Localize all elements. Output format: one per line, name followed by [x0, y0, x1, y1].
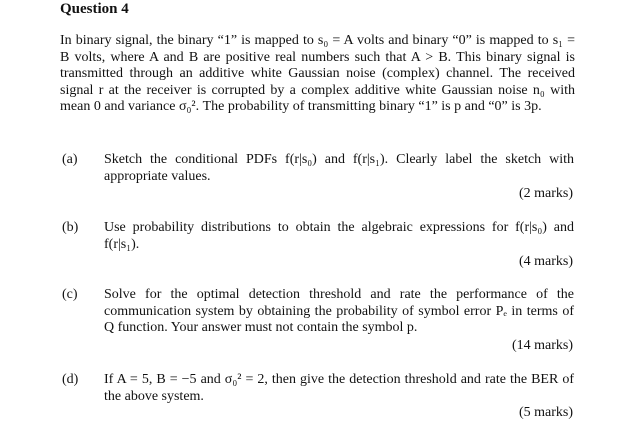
part-c-marks: (14 marks)	[511, 338, 573, 353]
question-intro: In binary signal, the binary “1” is mapped to s₀ = A volts and binary “0” is mapped to s₁ = B volts, where A and B are positive real numbers such that A > B. This binary signal is transmitted through an additive white Gaussian noise (complex) channel. The received signal r at the receiver is corrupted by a complex additive white Gaussian noise n₀ with mean 0 and variance σ₀². The probability of transmitting binary “1” is p and “0” is 3p.	[60, 33, 575, 115]
part-c-label: (c)	[62, 287, 78, 302]
part-a-text: Sketch the conditional PDFs f(r|s₀) and f(r|s₁). Clearly label the sketch with appropriate values.	[104, 152, 574, 184]
part-a-marks: (2 marks)	[518, 186, 573, 201]
part-b-label: (b)	[62, 220, 79, 235]
question-title: Question 4	[60, 1, 129, 17]
part-d-marks: (5 marks)	[518, 405, 573, 420]
part-c-text: Solve for the optimal detection threshold and rate the performance of the communication system by obtaining the probability of symbol error Pₑ in terms of Q function. Your answer must not contain the symbol p.	[104, 287, 574, 336]
part-b-marks: (4 marks)	[518, 254, 573, 269]
part-a-label: (a)	[62, 152, 78, 167]
part-b-text: Use probability distributions to obtain the algebraic expressions for f(r|s₀) and f(r|s₁).	[104, 220, 574, 252]
part-d-text: If A = 5, B = −5 and σ₀² = 2, then give the detection threshold and rate the BER of the above system.	[104, 372, 574, 404]
part-d-label: (d)	[62, 372, 79, 387]
